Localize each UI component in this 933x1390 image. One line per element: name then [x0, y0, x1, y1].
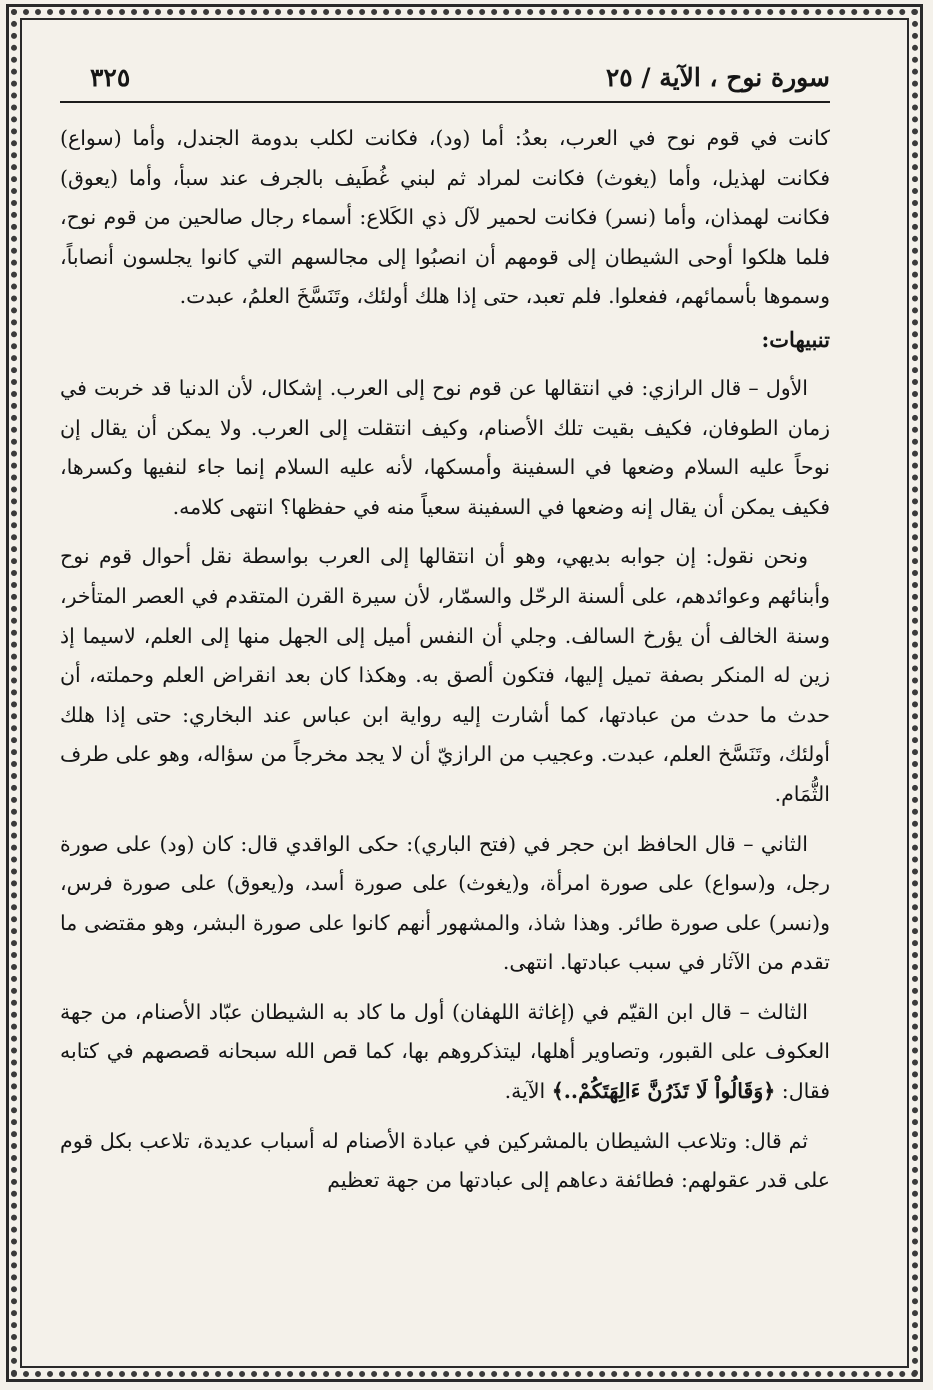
quran-quote: ﴿وَقَالُواْ لَا تَذَرُنَّ ءَالِهَتَكُمْ..﴾ [551, 1079, 776, 1104]
section-heading: تنبيهات: [761, 326, 830, 352]
third-note-text: الثالث – قال ابن القيّم في (إغاثة اللهفان) أول ما كاد به الشيطان عبّاد الأصنام، من جهة العكوف على القبور، وتصاوير أهلها، ليتذكروهم بها، كما قص الله سبحانه قصصهم في كتابه فقال: [60, 999, 830, 1104]
page-header [60, 55, 830, 103]
running-title: سورة نوح ، الآية / ٢٥ [605, 63, 830, 92]
paragraph-response: ونحن نقول: إن جوابه بديهي، وهو أن انتقالها إلى العرب بواسطة نقل أحوال قوم نوح وأبنائهم وعوائدهم، على ألسنة الرحّل والسمّار، لأن سيرة القرن المتقدم في العصر المتأخر، وسنة الخالف أن يؤرخ السالف. وجلي أن النفس أميل إلى الجهل منها إلى العلم، لاسيما إذ زين له المنكر بصفة تميل إليها، فتكون ألصق به. وهكذا كان بعد انقراض العلم وحملته، أن حدث ما حدث من عبادتها، كما أشارت إليه رواية ابن عباس عند البخاري: حتى إذا هلك أولئك، وتَنَسَّخ العلم، عبدت. وعجيب من الرازيّ أن لا يجد مخرجاً من سؤاله، وهو على طرف الثُّمَام. [60, 544, 830, 806]
paragraph-second-note: الثاني – قال الحافظ ابن حجر في (فتح الباري): حكى الواقدي قال: كان (ود) على صورة رجل، و(سواع) على صورة امرأة، و(يغوث) على صورة أسد، و(يعوق) على صورة فرس، و(نسر) على صورة طائر. وهذا شاذ، والمشهور أنهم كانوا على صورة البشر، وهو مقتضى ما تقدم من الآثار في سبب عبادتها. انتهى. [60, 831, 830, 975]
third-note-ending: الآية. [504, 1079, 552, 1104]
body-text [60, 119, 830, 1201]
paragraph-1: كانت في قوم نوح في العرب، بعدُ: أما (ود)، فكانت لكلب بدومة الجندل، وأما (سواع) فكانت لهذيل، وأما (يغوث) فكانت لمراد ثم لبني غُطَيف بالجرف عند سبأ، وأما (يعوق) فكانت لهمذان، وأما (نسر) فكانت لحمير لآل ذي الكَلاع: أسماء رجال صالحين من قوم نوح، فلما هلكوا أوحى الشيطان إلى قومهم أن انصبُوا إلى مجالسهم التي كانوا يجلسون أنصاباً، وسموها بأسمائهم، ففعلوا. فلم تعبد، حتى إذا هلك أولئك، وتَنَسَّخَ العلمُ، عبدت. [60, 126, 830, 309]
page-number: ٣٢٥ [90, 63, 131, 92]
page-content [60, 55, 830, 1345]
paragraph-continuation: ثم قال: وتلاعب الشيطان بالمشركين في عبادة الأصنام له أسباب عديدة، تلاعب بكل قوم على قدر عقولهم: فطائفة دعاهم إلى عبادتها من جهة تعظيم [60, 1128, 830, 1193]
paragraph-first-note: الأول – قال الرازي: في انتقالها عن قوم نوح إلى العرب. إشكال، لأن الدنيا قد خربت في زمان الطوفان، فكيف بقيت تلك الأصنام، وكيف انتقلت إلى العرب. ولا يمكن أن يقال إن نوحاً عليه السلام وضعها في السفينة وأمسكها، لأنه عليه السلام إنما جاء لنفيها وكسرها، فكيف يمكن أن يقال إنه وضعها في السفينة سعياً منه في حفظها؟ انتهى كلامه. [60, 375, 830, 519]
paragraph-third-note [60, 993, 830, 1112]
